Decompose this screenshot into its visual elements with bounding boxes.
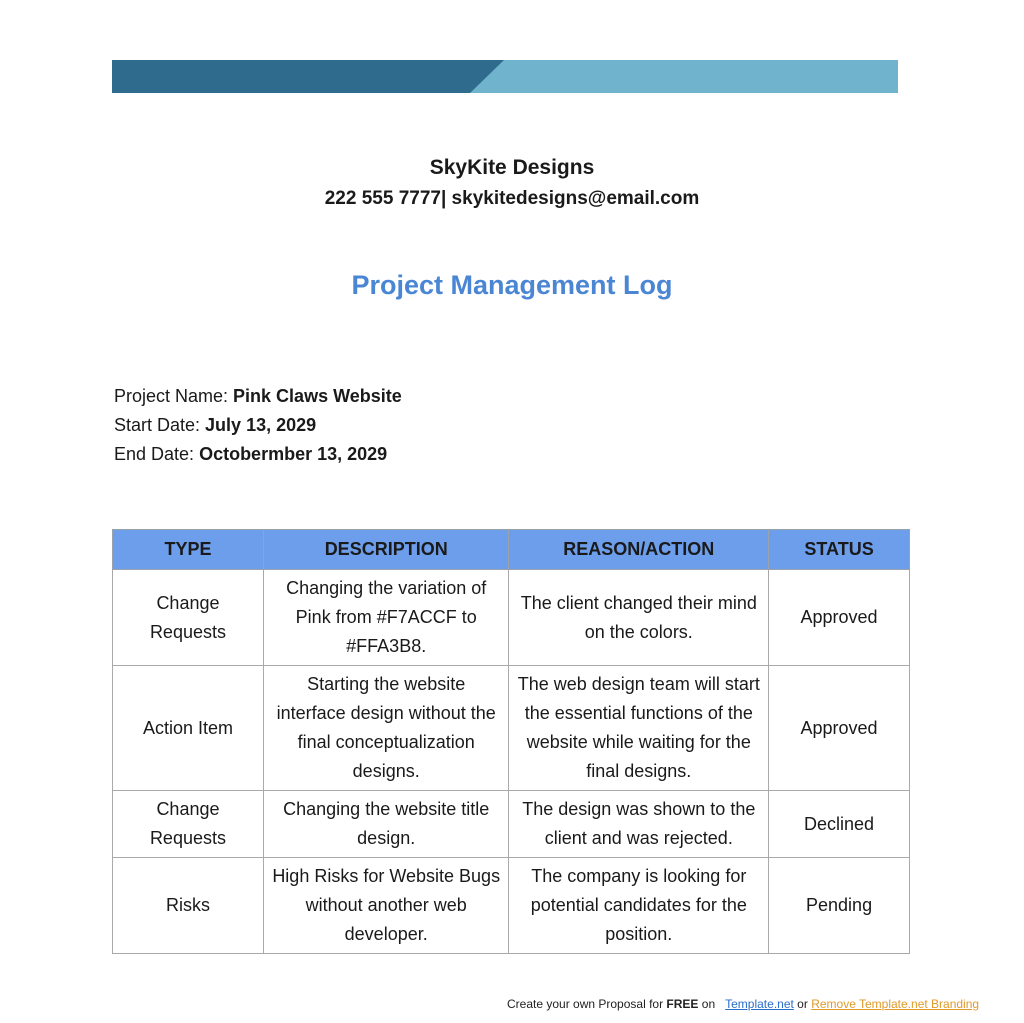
project-name-line: [114, 382, 402, 411]
table-header-row: [113, 530, 910, 570]
cell-description: Changing the variation of Pink from #F7ACCF to #FFA3B8.: [263, 570, 509, 666]
cell-status: Approved: [769, 666, 910, 791]
cell-reason: The web design team will start the essential functions of the website while waiting for the final designs.: [509, 666, 769, 791]
cell-description: Changing the website title design.: [263, 791, 509, 858]
table-row: [113, 791, 910, 858]
project-name-value: Pink Claws Website: [233, 386, 402, 406]
page-title: Project Management Log: [351, 270, 673, 300]
template-net-link[interactable]: Template.net: [725, 997, 794, 1011]
start-date-value: July 13, 2029: [205, 415, 317, 435]
log-table: [112, 529, 910, 954]
footer-prefix: Create your own Proposal for: [507, 997, 667, 1011]
cell-type: Change Requests: [113, 570, 264, 666]
header-type: TYPE: [113, 530, 264, 570]
remove-branding-link[interactable]: Remove Template.net Branding: [811, 997, 980, 1011]
footer-branding: [507, 997, 979, 1011]
header-description: DESCRIPTION: [263, 530, 509, 570]
table-row: [113, 570, 910, 666]
table-row: [113, 666, 910, 791]
project-name-label: Project Name:: [114, 386, 234, 406]
cell-status: Approved: [769, 570, 910, 666]
end-date-label: End Date:: [114, 444, 200, 464]
start-date-label: Start Date:: [114, 415, 206, 435]
cell-type: Action Item: [113, 666, 264, 791]
cell-reason: The client changed their mind on the colors.: [509, 570, 769, 666]
footer-free: FREE: [666, 997, 699, 1011]
cell-description: Starting the website interface design without the final conceptualization designs.: [263, 666, 509, 791]
company-contact: 222 555 7777| skykitedesigns@email.com: [324, 188, 700, 209]
header-reason-action: REASON/ACTION: [509, 530, 769, 570]
cell-status: Pending: [769, 858, 910, 954]
cell-type: Change Requests: [113, 791, 264, 858]
start-date-line: [114, 411, 316, 440]
footer-or: or: [793, 997, 812, 1011]
table-row: [113, 858, 910, 954]
cell-reason: The design was shown to the client and was rejected.: [509, 791, 769, 858]
end-date-line: [114, 440, 387, 469]
header-status: STATUS: [769, 530, 910, 570]
cell-reason: The company is looking for potential candidates for the position.: [509, 858, 769, 954]
company-name: SkyKite Designs: [429, 156, 595, 179]
cell-status: Declined: [769, 791, 910, 858]
cell-description: High Risks for Website Bugs without another web developer.: [263, 858, 509, 954]
header-banner: [112, 60, 898, 93]
footer-on: on: [698, 997, 716, 1011]
cell-type: Risks: [113, 858, 264, 954]
end-date-value: Octobermber 13, 2029: [199, 444, 388, 464]
banner-dark: [112, 60, 504, 93]
